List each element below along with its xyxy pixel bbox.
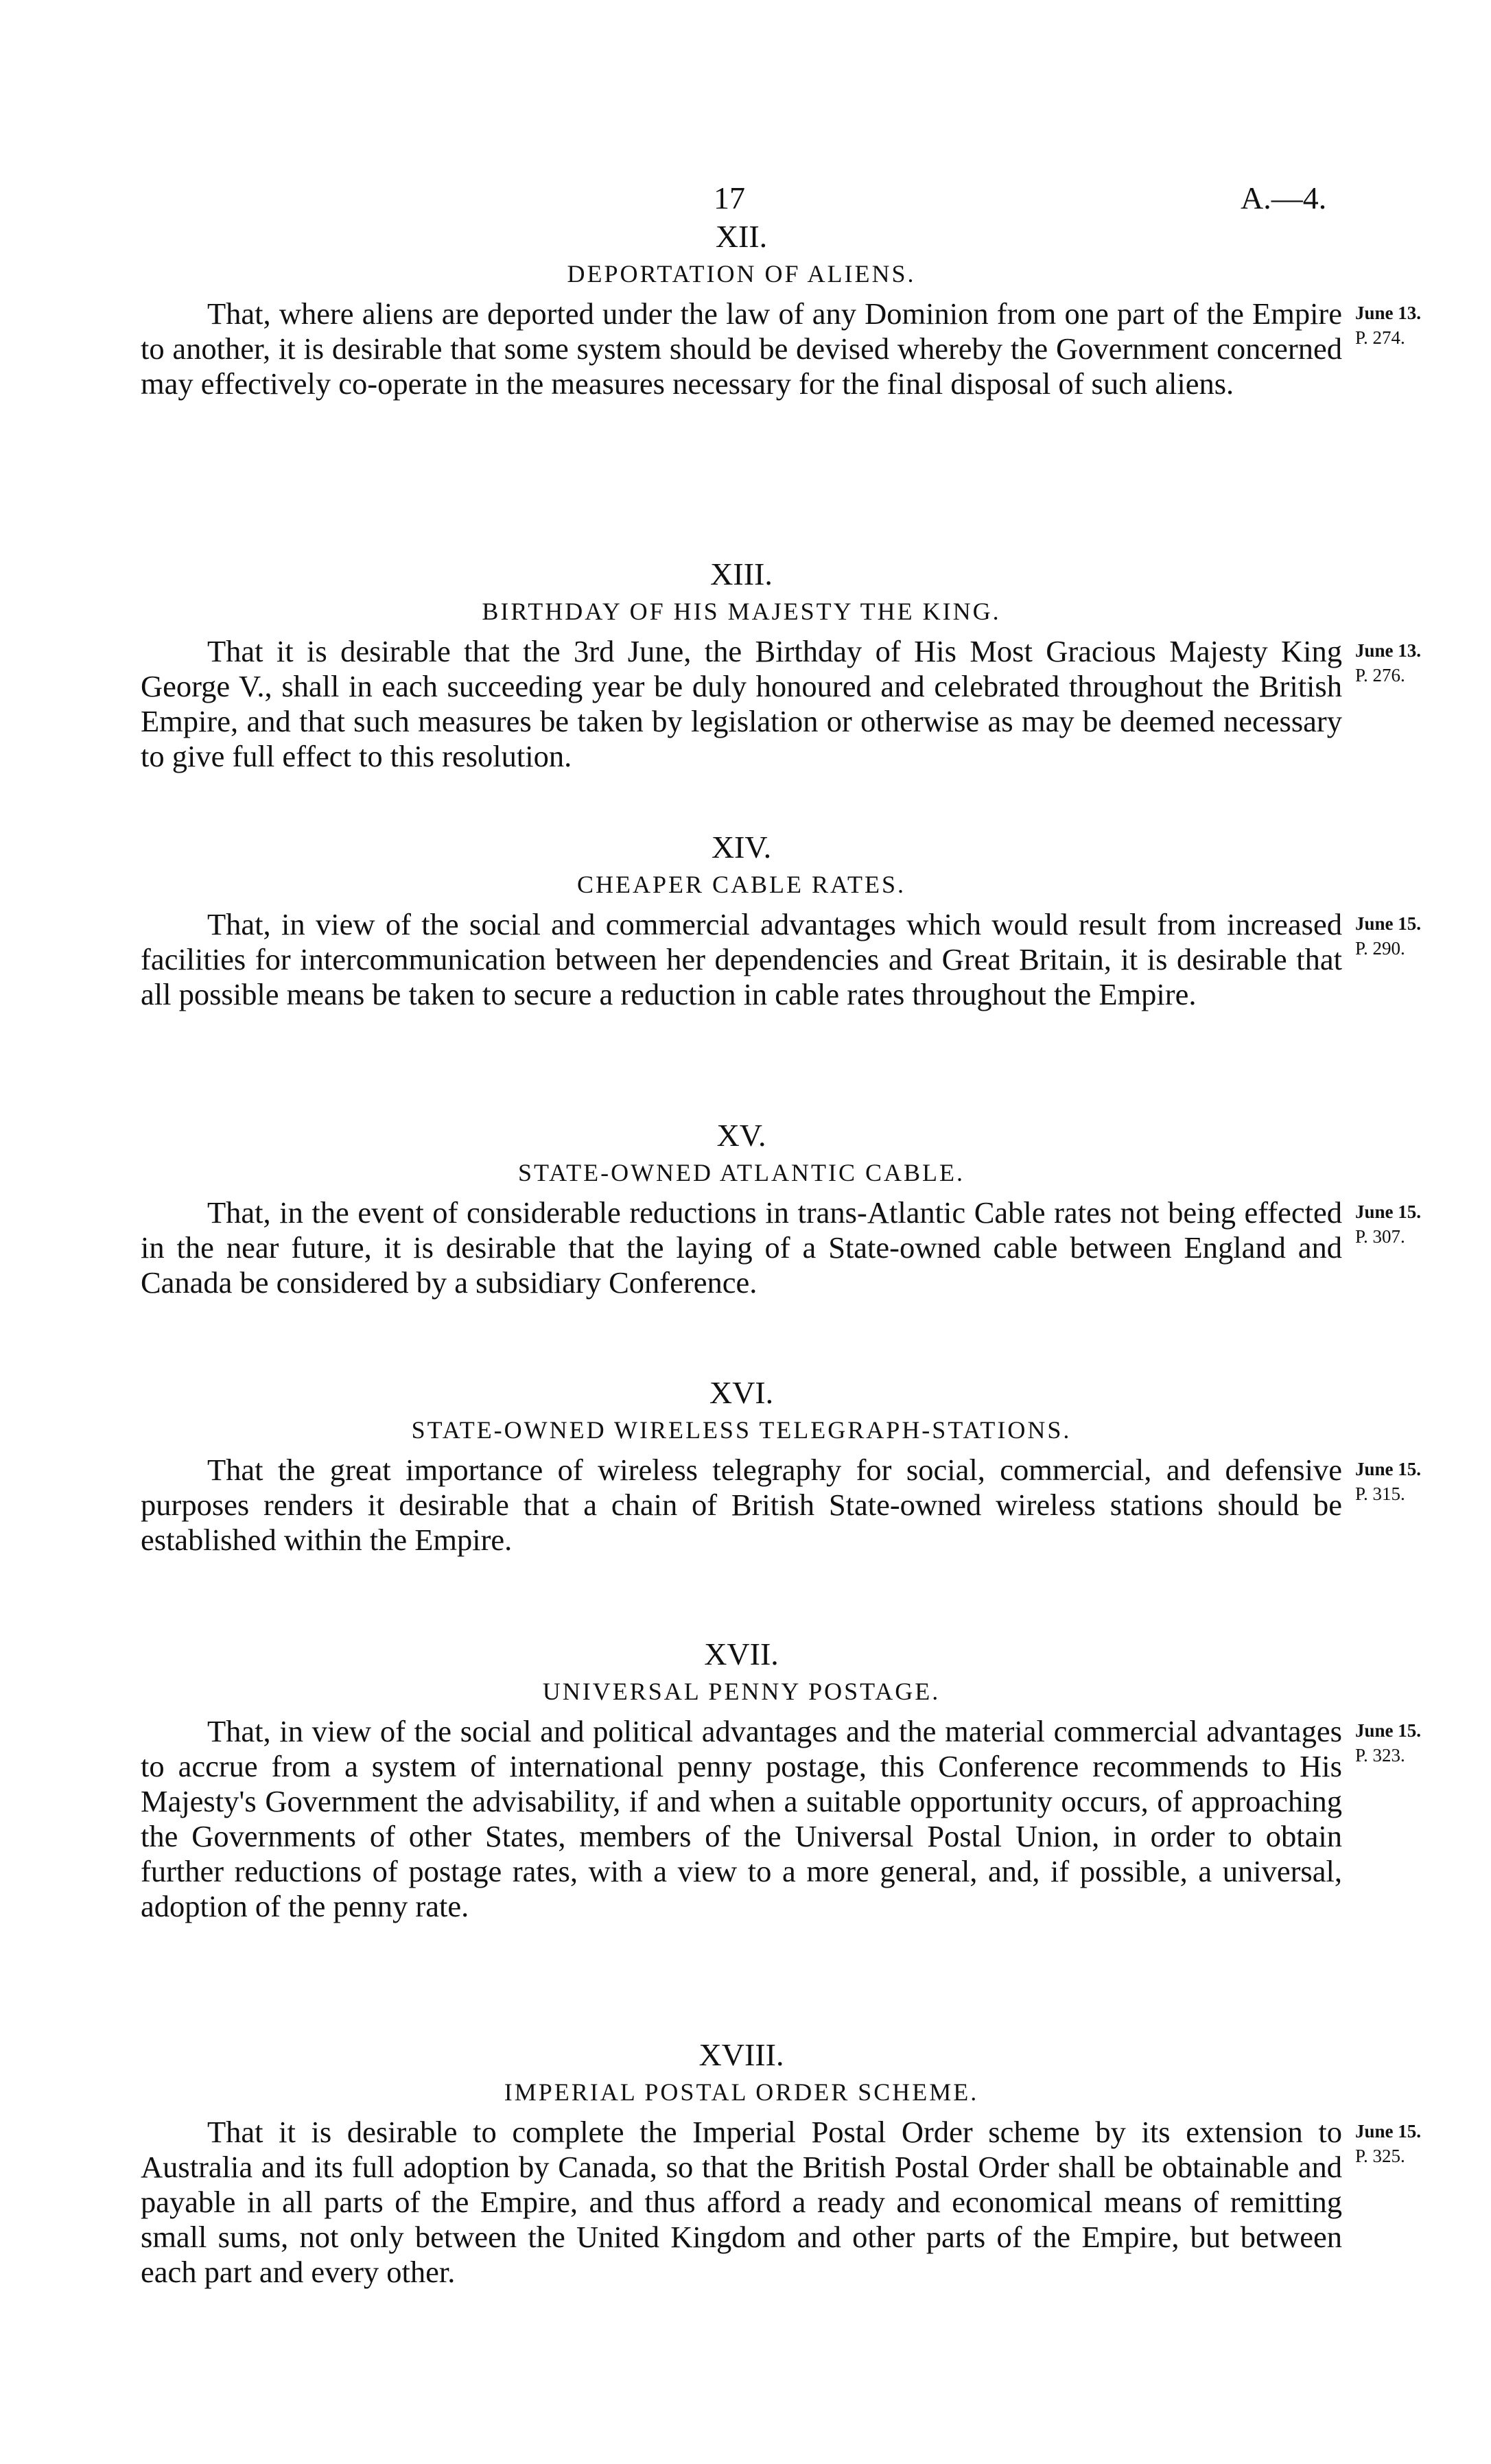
resolution-section	[141, 556, 1422, 774]
margin-note	[1355, 2119, 1458, 2168]
resolution-body-row	[141, 296, 1422, 401]
margin-note	[1355, 1199, 1458, 1249]
resolution-number: XII.	[715, 219, 768, 254]
margin-date: June 15.	[1355, 913, 1422, 934]
margin-page-ref: P. 276.	[1355, 665, 1405, 685]
margin-note	[1355, 301, 1458, 350]
resolution-text: That, where aliens are deported under the law of any Dominion from one part of the Empire to another, it is desirable that some system should be devised whereby the Government concerned may effectively co-operate in the measures necessary for the final disposal of such aliens.	[141, 296, 1342, 401]
resolution-text: That it is desirable that the 3rd June, the Birthday of His Most Gracious Majesty King George V., shall in each succeeding year be duly honoured and celebrated throughout the British Empire, and that such measures be taken by legislation or otherwise as may be deemed necessary to give full effect to this resolution.	[141, 634, 1342, 773]
resolution-number: XIII.	[710, 556, 773, 591]
resolution-section	[141, 1636, 1422, 1924]
resolution-body-row	[141, 1714, 1422, 1924]
margin-date: June 15.	[1355, 2121, 1422, 2142]
resolution-text: That, in view of the social and commercial advantages which would result from increased facilities for intercommunication between her dependencies and Great Britain, it is desirable that all possible means be taken to secure a reduction in cable rates throughout the Empire.	[141, 907, 1342, 1011]
margin-date: June 15.	[1355, 1459, 1422, 1479]
resolution-text: That it is desirable to complete the Imperial Postal Order scheme by its extension to Australia and its full adoption by Canada, so that the British Postal Order shall be obtainable and payable in all parts of the Empire, and thus afford a ready and economical means of remitting small sums, not only between the United Kingdom and other parts of the Empire, but between each part and every other.	[141, 2115, 1342, 2289]
margin-page-ref: P. 307.	[1355, 1226, 1405, 1247]
resolution-body-row	[141, 1453, 1422, 1558]
resolution-number: XV.	[716, 1118, 766, 1153]
resolution-title: BIRTHDAY OF HIS MAJESTY THE KING.	[482, 598, 1001, 625]
margin-note	[1355, 1457, 1458, 1506]
resolution-body-row	[141, 1195, 1422, 1300]
resolution-text: That, in view of the social and political advantages and the material commercial advantages to accrue from a system of international penny postage, this Conference recommends to His Majesty's Government the advisability, if and when a suitable opportunity occurs, of approaching the Governments of other States, members of the Universal Postal Union, in order to obtain further reductions of postage rates, with a view to a more general, and, if possible, a universal, adoption of the penny rate.	[141, 1714, 1342, 1923]
resolution-number: XVIII.	[698, 2037, 784, 2072]
resolution-section	[141, 2037, 1422, 2290]
resolution-text: That, in the event of considerable reductions in trans-Atlantic Cable rates not being effected in the near future, it is desirable that the laying of a State-owned cable between England and Canada be considered by a subsidiary Conference.	[141, 1195, 1342, 1300]
resolution-title: STATE-OWNED WIRELESS TELEGRAPH-STATIONS.	[411, 1416, 1072, 1444]
resolution-title: IMPERIAL POSTAL ORDER SCHEME.	[504, 2078, 979, 2106]
resolution-number: XIV.	[711, 830, 772, 865]
margin-page-ref: P. 325.	[1355, 2146, 1405, 2166]
resolution-body-row	[141, 907, 1422, 1012]
resolution-section	[141, 1117, 1422, 1300]
margin-date: June 13.	[1355, 303, 1422, 323]
resolution-section	[141, 1374, 1422, 1558]
margin-page-ref: P. 274.	[1355, 327, 1405, 348]
resolution-text: That the great importance of wireless telegraphy for social, commercial, and defensive purposes renders it desirable that a chain of British State-owned wireless stations should be established within the Empire.	[141, 1453, 1342, 1557]
resolution-number: XVII.	[704, 1636, 779, 1671]
margin-date: June 13.	[1355, 640, 1422, 661]
page-number: 17	[714, 180, 745, 215]
resolution-title: UNIVERSAL PENNY POSTAGE.	[542, 1678, 941, 1705]
margin-note	[1355, 1718, 1458, 1768]
resolution-section	[141, 218, 1422, 401]
resolution-body-row	[141, 634, 1422, 774]
resolution-section	[141, 829, 1422, 1012]
resolution-title: CHEAPER CABLE RATES.	[576, 871, 906, 898]
document-reference: A.—4.	[1241, 180, 1327, 215]
resolution-body-row	[141, 2115, 1422, 2290]
margin-date: June 15.	[1355, 1720, 1422, 1741]
margin-note	[1355, 638, 1458, 688]
margin-page-ref: P. 323.	[1355, 1745, 1405, 1765]
margin-page-ref: P. 315.	[1355, 1483, 1405, 1504]
margin-note	[1355, 911, 1458, 961]
margin-page-ref: P. 290.	[1355, 938, 1405, 959]
resolution-number: XVI.	[709, 1375, 774, 1410]
resolution-title: STATE-OWNED ATLANTIC CABLE.	[517, 1159, 965, 1186]
margin-date: June 15.	[1355, 1201, 1422, 1222]
resolution-title: DEPORTATION OF ALIENS.	[567, 260, 916, 288]
